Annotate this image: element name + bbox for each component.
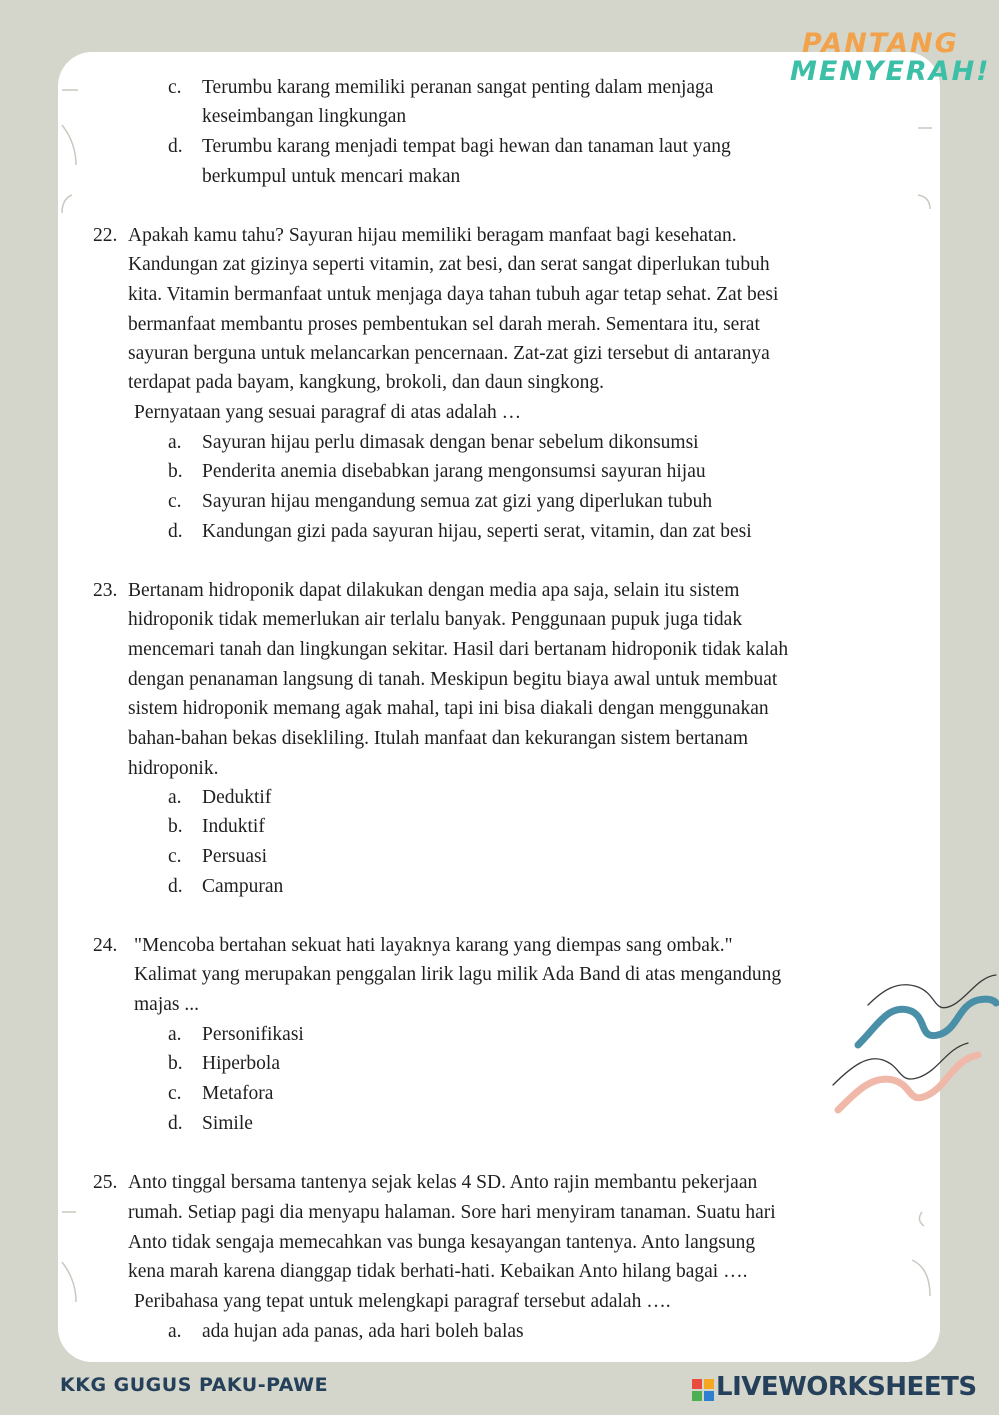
- q22-paragraph-line: sayuran berguna untuk melancarkan pencernaan. Zat-zat gizi tersebut di antaranya: [128, 343, 770, 364]
- q23-paragraph-line: hidroponik tidak memerlukan air terlalu banyak. Penggunaan pupuk juga tidak: [128, 609, 743, 630]
- option-letter: c.: [168, 491, 182, 512]
- q24-paragraph-line: "Mencoba bertahan sekuat hati layaknya karang yang diempas sang ombak.": [134, 935, 733, 956]
- q22-paragraph-line: Kandungan zat gizinya seperti vitamin, zat besi, dan serat sangat diperlukan tubuh: [128, 254, 770, 275]
- q24-option-c[interactable]: Metafora: [202, 1083, 274, 1104]
- question-number: 23.: [93, 580, 118, 601]
- option-letter: b.: [168, 461, 183, 482]
- option-letter: c.: [168, 1083, 182, 1104]
- option-letter: a.: [168, 1321, 182, 1342]
- q24-paragraph-line: majas ...: [134, 994, 199, 1015]
- decorative-squiggles-icon: [828, 965, 999, 1140]
- q23-paragraph-line: mencemari tanah dan lingkungan sekitar. Hasil dari bertanam hidroponik tidak kalah: [128, 639, 789, 660]
- option-letter: a.: [168, 432, 182, 453]
- option-letter: d.: [168, 876, 183, 897]
- q22-option-a[interactable]: Sayuran hijau perlu dimasak dengan benar sebelum dikonsumsi: [202, 432, 699, 453]
- option-letter: b.: [168, 1053, 183, 1074]
- q23-paragraph-line: Bertanam hidroponik dapat dilakukan dengan media apa saja, selain itu sistem: [128, 580, 740, 601]
- logo-line1: PANTANG: [802, 28, 959, 59]
- q21-option-letter: d.: [168, 136, 183, 157]
- footer-brand[interactable]: LIVEWORKSHEETS: [716, 1372, 977, 1402]
- q21-option-letter: c.: [168, 77, 182, 98]
- option-letter: a.: [168, 1024, 182, 1045]
- q22-paragraph-line: Apakah kamu tahu? Sayuran hijau memiliki beragam manfaat bagi kesehatan.: [128, 225, 737, 246]
- liveworksheets-logo-icon: [692, 1379, 714, 1401]
- q22-option-d[interactable]: Kandungan gizi pada sayuran hijau, seperti serat, vitamin, dan zat besi: [202, 521, 752, 542]
- option-letter: b.: [168, 816, 183, 837]
- q22-option-b[interactable]: Penderita anemia disebabkan jarang mengonsumsi sayuran hijau: [202, 461, 706, 482]
- logo-line2: MENYERAH!: [790, 56, 991, 87]
- q22-paragraph-line: bermanfaat membantu proses pembentukan sel darah merah. Sementara itu, serat: [128, 314, 760, 335]
- q24-option-b[interactable]: Hiperbola: [202, 1053, 280, 1074]
- option-letter: d.: [168, 1113, 183, 1134]
- q23-paragraph-line: hidroponik.: [128, 758, 219, 779]
- q22-option-c[interactable]: Sayuran hijau mengandung semua zat gizi yang diperlukan tubuh: [202, 491, 713, 512]
- option-letter: d.: [168, 521, 183, 542]
- q23-paragraph-line: dengan penanaman langsung di tanah. Meskipun begitu biaya awal untuk membuat: [128, 669, 778, 690]
- q22-paragraph-line: terdapat pada bayam, kangkung, brokoli, dan daun singkong.: [128, 372, 605, 393]
- q24-option-d[interactable]: Simile: [202, 1113, 253, 1134]
- q21-option-d-line1: Terumbu karang menjadi tempat bagi hewan dan tanaman laut yang: [202, 136, 731, 157]
- q25-paragraph-line: rumah. Setiap pagi dia menyapu halaman. Sore hari menyiram tanaman. Suatu hari: [128, 1202, 776, 1223]
- q24-paragraph-line: Kalimat yang merupakan penggalan lirik lagu milik Ada Band di atas mengandung: [134, 964, 782, 985]
- option-letter: c.: [168, 846, 182, 867]
- q22-paragraph-line: kita. Vitamin bermanfaat untuk menjaga daya tahan tubuh agar tetap sehat. Zat besi: [128, 284, 779, 305]
- q25-prompt: Peribahasa yang tepat untuk melengkapi paragraf tersebut adalah ….: [134, 1291, 671, 1312]
- q24-option-a[interactable]: Personifikasi: [202, 1024, 304, 1045]
- q21-option-c-line1: Terumbu karang memiliki peranan sangat penting dalam menjaga: [202, 77, 714, 98]
- q23-paragraph-line: sistem hidroponik memang agak mahal, tapi ini bisa diakali dengan menggunakan: [128, 698, 769, 719]
- q23-paragraph-line: bahan-bahan bekas disekliling. Itulah manfaat dan kekurangan sistem bertanam: [128, 728, 748, 749]
- footer-school-name: KKG GUGUS PAKU-PAWE: [60, 1374, 329, 1396]
- q23-option-d[interactable]: Campuran: [202, 876, 284, 897]
- question-number: 22.: [93, 225, 118, 246]
- question-number: 24.: [93, 935, 118, 956]
- q21-option-d-line2: berkumpul untuk mencari makan: [202, 166, 461, 187]
- q23-option-b[interactable]: Induktif: [202, 816, 265, 837]
- option-letter: a.: [168, 787, 182, 808]
- question-number: 25.: [93, 1172, 118, 1193]
- q25-option-a[interactable]: ada hujan ada panas, ada hari boleh balas: [202, 1321, 524, 1342]
- q25-paragraph-line: Anto tidak sengaja memecahkan vas bunga kesayangan tantenya. Anto langsung: [128, 1232, 756, 1253]
- q21-option-c-line2: keseimbangan lingkungan: [202, 106, 407, 127]
- q23-option-a[interactable]: Deduktif: [202, 787, 272, 808]
- q22-prompt: Pernyataan yang sesuai paragraf di atas adalah …: [134, 402, 522, 423]
- q25-paragraph-line: Anto tinggal bersama tantenya sejak kelas 4 SD. Anto rajin membantu pekerjaan: [128, 1172, 758, 1193]
- q23-option-c[interactable]: Persuasi: [202, 846, 267, 867]
- q25-paragraph-line: kena marah karena dianggap tidak berhati-hati. Kebaikan Anto hilang bagai ….: [128, 1261, 748, 1282]
